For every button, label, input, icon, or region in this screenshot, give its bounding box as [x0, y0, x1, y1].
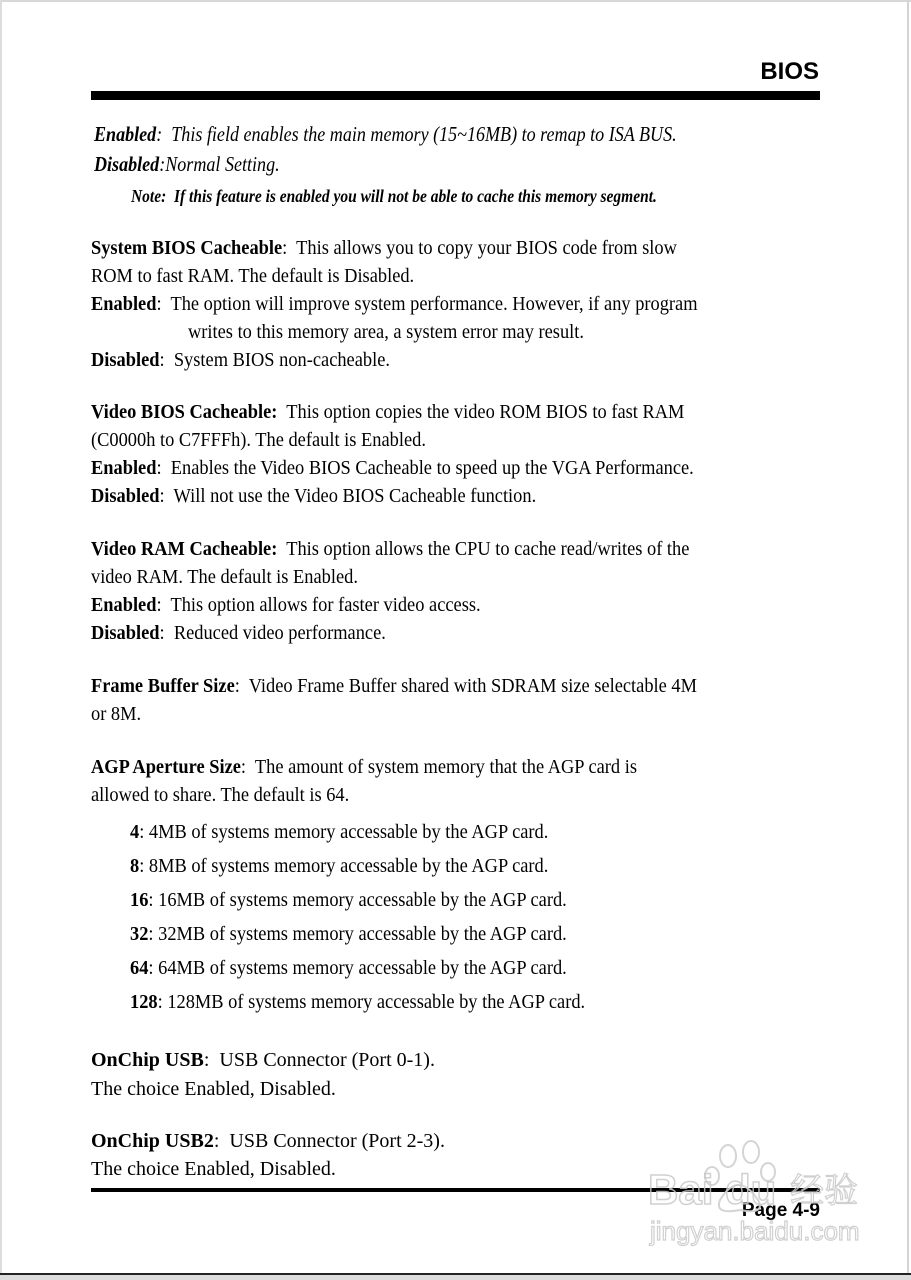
system-bios-desc-line2: [91, 262, 442, 290]
system-bios-disabled-line: Disabled: System BIOS non-cacheable.: [91, 349, 390, 371]
system-bios-title: System BIOS Cacheable: [91, 237, 283, 259]
agp-option-32: 32: 32MB of systems memory accessable by the AGP card.: [130, 923, 567, 945]
video-ram-disabled-text: Reduced video performance.: [173, 622, 386, 644]
intro-enabled-line: Enabled: This field enables the main memory (15~16MB) to remap to ISA BUS.: [94, 122, 677, 146]
system-bios-enabled-line1: Enabled: The option will improve system performance. However, if any program: [91, 293, 698, 315]
onchip-usb-title: OnChip USB: [91, 1049, 204, 1071]
onchip-usb2-choices: The choice Enabled, Disabled.: [91, 1158, 336, 1180]
agp-option-text: 128MB of systems memory accessable by the AGP card.: [167, 991, 586, 1013]
intro-disabled-label: Disabled: [94, 152, 160, 176]
onchip-usb2-desc: USB Connector (Port 2-3).: [229, 1130, 445, 1152]
frame-buffer-desc2: or 8M.: [91, 703, 142, 725]
header-rule: [91, 91, 820, 100]
video-ram-desc1: This option allows the CPU to cache read/writes of the: [286, 538, 690, 560]
system-bios-enabled-text1: The option will improve system performance. However, if any program: [170, 293, 698, 315]
agp-option-value: 32: [130, 923, 149, 945]
video-ram-disabled-line: Disabled: Reduced video performance.: [91, 622, 386, 644]
video-bios-enabled-text: Enables the Video BIOS Cacheable to speed up the VGA Performance.: [170, 457, 694, 479]
note-text: If this feature is enabled you will not be able to cache this memory segment.: [173, 186, 657, 206]
video-bios-enabled-line: Enabled: Enables the Video BIOS Cacheable to speed up the VGA Performance.: [91, 457, 694, 479]
intro-disabled-line: Disabled:Normal Setting.: [94, 152, 280, 176]
video-bios-disabled-text: Will not use the Video BIOS Cacheable function.: [173, 485, 537, 507]
system-bios-enabled-line2: [188, 318, 618, 346]
agp-option-4: 4: 4MB of systems memory accessable by the AGP card.: [130, 821, 549, 843]
system-bios-desc-line1: System BIOS Cacheable: This allows you to copy your BIOS code from slow: [91, 237, 677, 259]
onchip-usb-line2: [91, 1075, 336, 1103]
onchip-usb-line1: OnChip USB: USB Connector (Port 0-1).: [91, 1049, 435, 1071]
agp-desc-line1: AGP Aperture Size: The amount of system memory that the AGP card is: [91, 756, 637, 778]
page-frame-top: [0, 0, 911, 2]
page-frame-right: [907, 0, 909, 1276]
agp-option-8: 8: 8MB of systems memory accessable by the AGP card.: [130, 855, 549, 877]
video-ram-desc-line1: [91, 535, 741, 563]
system-bios-desc1: This allows you to copy your BIOS code from slow: [296, 237, 677, 259]
page-frame-shadow: [0, 1275, 911, 1280]
onchip-usb2-line1: OnChip USB2: USB Connector (Port 2-3).: [91, 1130, 445, 1152]
page-number: Page 4-9: [741, 1200, 820, 1221]
watermark-url: jingyan.baidu.com: [650, 1216, 860, 1246]
video-ram-enabled-line: Enabled: This option allows for faster video access.: [91, 594, 481, 616]
agp-option-text: 64MB of systems memory accessable by the AGP card.: [158, 957, 567, 979]
agp-option-value: 128: [130, 991, 158, 1013]
video-ram-enabled-text: This option allows for faster video access.: [170, 594, 481, 616]
agp-title: AGP Aperture Size: [91, 756, 241, 778]
video-ram-title: Video RAM Cacheable:: [91, 538, 278, 560]
agp-option-text: 16MB of systems memory accessable by the AGP card.: [158, 889, 567, 911]
video-ram-desc-line2: [91, 563, 381, 591]
video-bios-disabled-label: Disabled: [91, 485, 160, 507]
note-label: Note:: [131, 186, 167, 206]
system-bios-enabled-label: Enabled: [91, 293, 157, 315]
agp-option-text: 32MB of systems memory accessable by the AGP card.: [158, 923, 567, 945]
agp-option-128: 128: 128MB of systems memory accessable by the AGP card.: [130, 991, 586, 1013]
agp-option-value: 16: [130, 889, 149, 911]
onchip-usb2-line2: [91, 1155, 336, 1183]
frame-buffer-desc-line1: Frame Buffer Size: Video Frame Buffer shared with SDRAM size selectable 4M: [91, 675, 697, 697]
frame-buffer-title: Frame Buffer Size: [91, 675, 235, 697]
agp-desc-line2: [91, 781, 372, 809]
video-bios-desc-line2: [91, 426, 455, 454]
intro-note-line: [131, 182, 742, 210]
baidu-watermark: [648, 1140, 863, 1250]
video-bios-disabled-line: Disabled: Will not use the Video BIOS Cacheable function.: [91, 485, 537, 507]
intro-enabled-label: Enabled: [94, 122, 157, 146]
video-ram-desc2: video RAM. The default is Enabled.: [91, 566, 358, 588]
onchip-usb-choices: The choice Enabled, Disabled.: [91, 1078, 336, 1100]
onchip-usb2-title: OnChip USB2: [91, 1130, 214, 1152]
system-bios-disabled-label: Disabled: [91, 349, 160, 371]
page-frame-left: [0, 0, 2, 1276]
video-bios-desc1: This option copies the video ROM BIOS to fast RAM: [286, 401, 685, 423]
video-bios-enabled-label: Enabled: [91, 457, 157, 479]
agp-desc2: allowed to share. The default is 64.: [91, 784, 350, 806]
footer-rule: [91, 1188, 820, 1192]
agp-option-value: 64: [130, 957, 149, 979]
watermark-brand: Bai du: [648, 1166, 777, 1213]
agp-option-text: 8MB of systems memory accessable by the AGP card.: [148, 855, 549, 877]
video-bios-desc2: (C0000h to C7FFFh). The default is Enabled.: [91, 429, 426, 451]
onchip-usb-desc: USB Connector (Port 0-1).: [219, 1049, 435, 1071]
section-header-title: BIOS: [760, 58, 819, 85]
agp-option-64: 64: 64MB of systems memory accessable by the AGP card.: [130, 957, 567, 979]
watermark-cn: 经验: [790, 1171, 858, 1211]
agp-option-16: 16: 16MB of systems memory accessable by the AGP card.: [130, 889, 567, 911]
agp-option-value: 4: [130, 821, 140, 843]
intro-disabled-text: Normal Setting.: [165, 152, 280, 176]
system-bios-desc2: ROM to fast RAM. The default is Disabled.: [91, 265, 415, 287]
video-ram-enabled-label: Enabled: [91, 594, 157, 616]
system-bios-disabled-text: System BIOS non-cacheable.: [173, 349, 390, 371]
video-ram-disabled-label: Disabled: [91, 622, 160, 644]
agp-desc1: The amount of system memory that the AGP card is: [254, 756, 637, 778]
frame-buffer-desc1: Video Frame Buffer shared with SDRAM size selectable 4M: [248, 675, 697, 697]
frame-buffer-desc-line2: [91, 700, 145, 728]
intro-enabled-text: This field enables the main memory (15~16MB) to remap to ISA BUS.: [171, 122, 677, 146]
system-bios-enabled-text2: writes to this memory area, a system error may result.: [188, 321, 585, 343]
agp-option-text: 4MB of systems memory accessable by the AGP card.: [148, 821, 549, 843]
video-bios-desc-line1: [91, 398, 736, 426]
agp-option-value: 8: [130, 855, 140, 877]
video-bios-title: Video BIOS Cacheable:: [91, 401, 278, 423]
